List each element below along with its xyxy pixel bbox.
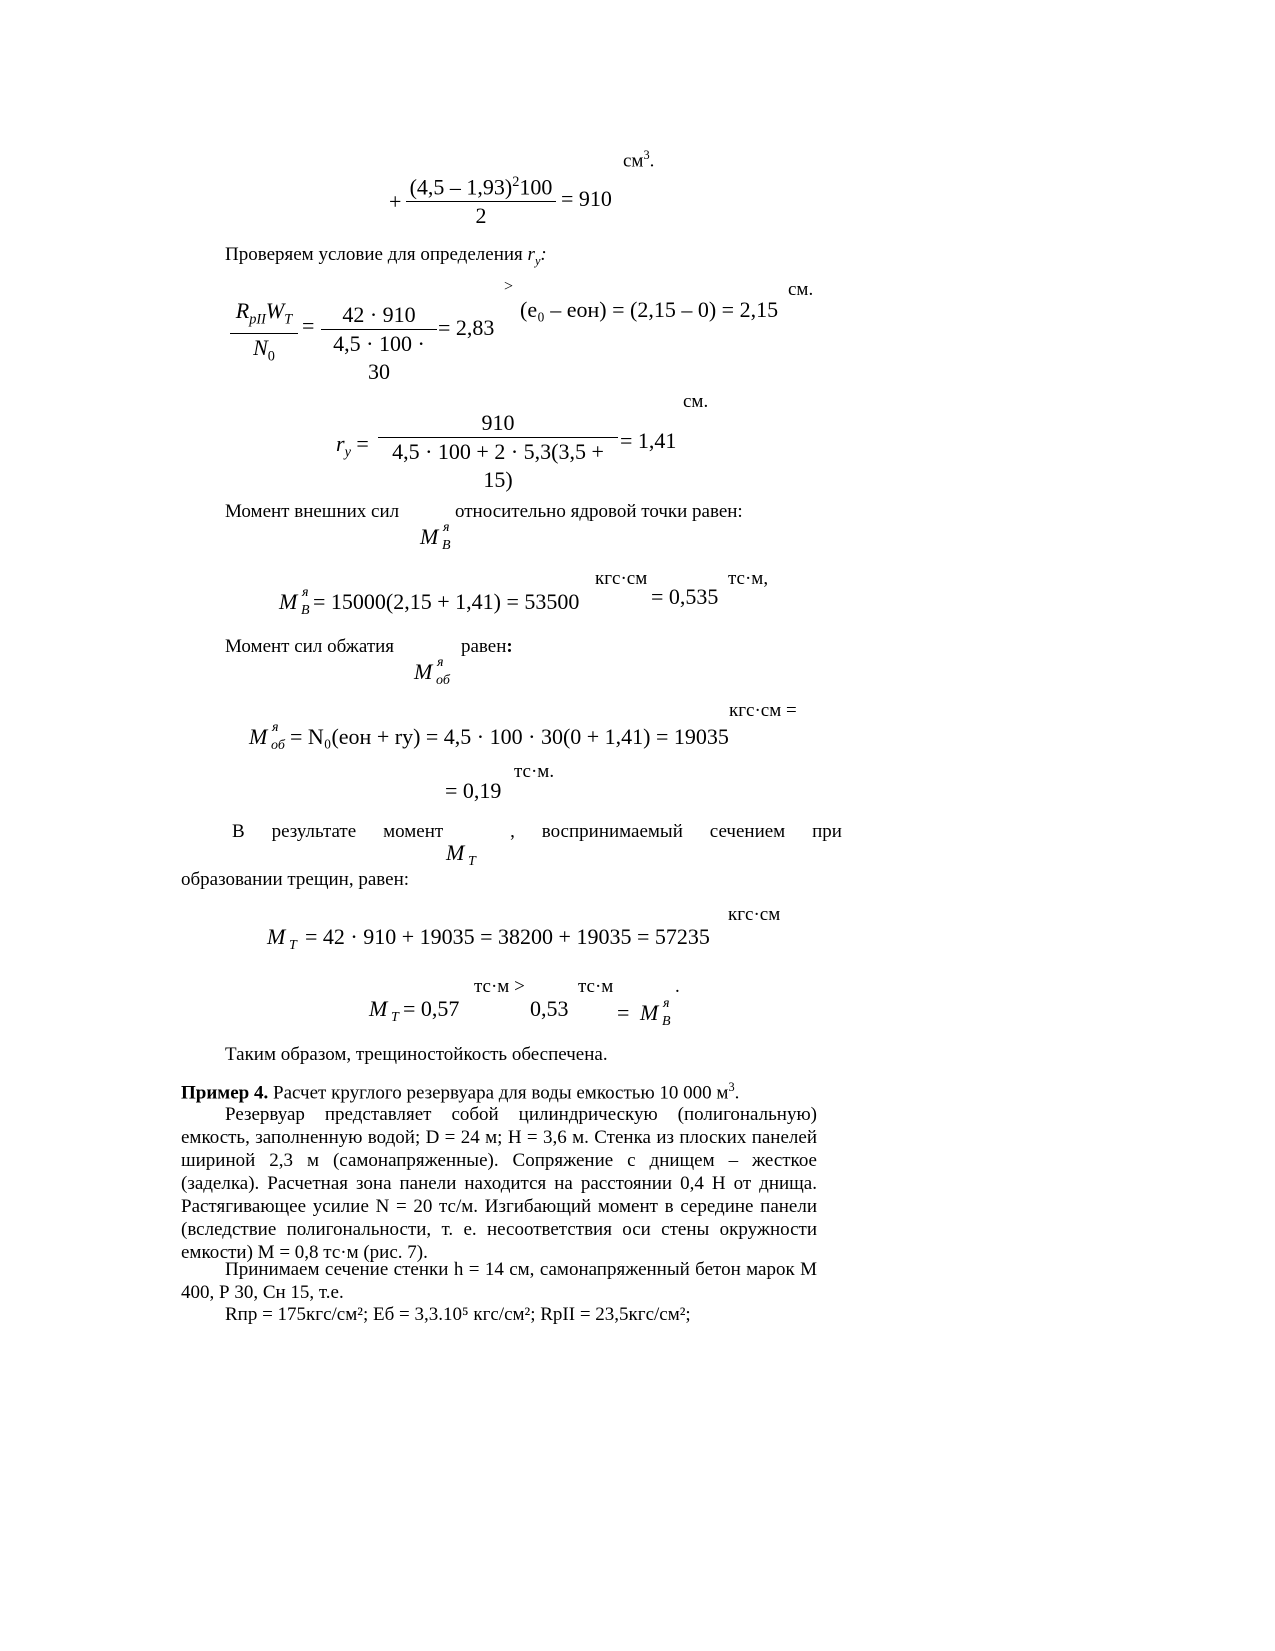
eq6-rhs: = 42 · 910 + 19035 = 38200 + 19035 = 57235: [305, 924, 710, 949]
eq4-result: = 0,535: [651, 584, 719, 609]
eq7-unit2: тс·м: [578, 976, 614, 997]
example-paragraph-3: Rпр = 175кгс/см²; Eб = 3,3.10⁵ кгс/см²; RрII = 23,5кгс/см²;: [225, 1304, 691, 1325]
eq3-result: = 1,41: [620, 428, 677, 453]
eq3-lhs: $r_y$ =: [336, 431, 369, 461]
symbol-M-B-ya: M я B: [420, 520, 451, 553]
eq2-unit: см.: [788, 279, 814, 300]
eq7-eq: =: [617, 1000, 630, 1025]
eq5-unit1: кгс·см =: [729, 700, 797, 721]
eq5-line2: = 0,19: [445, 778, 502, 803]
eq5-rhs: = N₀(eон + rу) = 4,5 · 100 · 30(0 + 1,41) = 19035: [290, 724, 729, 749]
eq4-unit2: тс·м,: [728, 568, 769, 589]
moment-ext-after: относительно ядровой точки равен:: [455, 501, 743, 522]
eq2-eq: =: [302, 313, 315, 338]
eq6-unit: кгс·см: [728, 904, 781, 925]
eq3-fraction: $\frac{910}{4,5 \cdot 100 + 2 \cdot 5,3(3,5 + 15)}$: [378, 409, 618, 494]
eq6-M-T: M T: [267, 924, 297, 953]
eq1-denominator: 2: [406, 201, 556, 230]
eq7-unit1: тс·м >: [474, 976, 525, 997]
eq2-lhs-fraction: $R_{рII}W_T$ $N_0$: [230, 297, 298, 371]
eq2-mid-result: = 2,83: [438, 315, 495, 340]
unit-cm3: $см^3$.: [623, 148, 655, 172]
example-paragraph-2: Принимаем сечение стенки h = 14 см, самонапряженный бетон марок М 400, Р 30, Сн 15, т.е.: [181, 1259, 817, 1303]
eq1-result: = 910: [561, 186, 612, 211]
conclusion: Таким образом, трещиностойкость обеспечена.: [225, 1044, 608, 1065]
moment-comp-before: Момент сил обжатия: [225, 636, 395, 657]
eq4-lhs-tail: = 15000(2,15 + 1,41) = 53500: [313, 589, 580, 614]
eq2-mid-fraction: $\frac{42 \cdot 910}{4,5 \cdot 100 \cdot 30}$: [321, 301, 437, 386]
example-paragraph-1: Резервуар представляет собой цилиндрическую (полигональную) емкость, заполненную водой; D = 24 м; H = 3,6 м. Стенка из плоских панелей шириной 2,3 м (самонапряженные). Сопряжение с днищем – жесткое (заделка). Расчетная зона панели находится на расстоянии 0,4 H от днища. Растягивающее усилие N = 20 тс/м. Изгибающий момент в середине панели (вследствие полигональности, т. е. несоответствия оси стены окружности емкости) M = 0,8 тс·м (рис. 7).: [181, 1104, 817, 1263]
moment-comp-after: равен:: [461, 636, 513, 657]
eq2-rhs: (e₀ – eон) = (2,15 – 0) = 2,15: [520, 297, 779, 322]
eq7-M-B-ya: M я B: [640, 996, 671, 1029]
eq7-val2: 0,53: [530, 996, 569, 1021]
symbol-M-ob-ya: M я об: [414, 655, 450, 688]
eq1-fraction: [406, 168, 556, 230]
eq5-unit2: тс·м.: [514, 761, 555, 782]
eq1-plus: +: [389, 189, 402, 214]
eq2-gt: >: [504, 278, 514, 295]
eq5-M-ob-ya: M я об: [249, 720, 285, 753]
eq3-unit: см.: [683, 391, 709, 412]
moment-ext-before: Момент внешних сил: [225, 501, 400, 522]
eq1-numerator: (4,5 – 1,93)$^2$100: [409, 174, 553, 200]
example-heading: Пример 4. Расчет круглого резервуара для воды емкостью 10 000 $м^3$.: [181, 1080, 740, 1104]
check-condition-text: Проверяем условие для определения $r_у$:: [225, 244, 547, 268]
symbol-M-T: M T: [446, 840, 476, 869]
eq7-dot: .: [675, 976, 680, 997]
eq4-M-B-ya: M я B: [279, 585, 310, 618]
eq7-val1: = 0,57: [403, 996, 460, 1021]
eq7-M-T: M T: [369, 996, 399, 1025]
result-paragraph-line2: образовании трещин, равен:: [181, 869, 410, 890]
eq4-unit1: кгс·см: [595, 568, 648, 589]
result-paragraph-line1: В результате момент , воспринимаемый сечением при: [232, 821, 842, 842]
